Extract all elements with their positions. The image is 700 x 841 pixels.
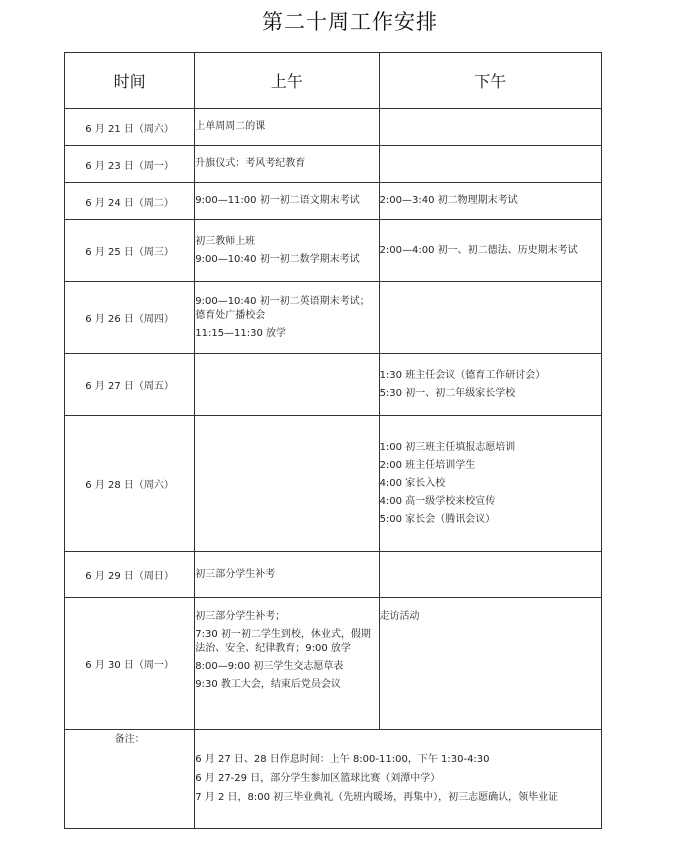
notes-content: [195, 730, 602, 829]
row-am-cell: [195, 552, 379, 598]
pm-entry: 2:00—3:40 初二物理期末考试: [379, 195, 518, 206]
row-am-cell: [195, 598, 379, 730]
am-entry: 8:00—9:00 初三学生交志愿草表: [195, 661, 344, 672]
schedule-row: [65, 416, 602, 552]
notes-label: 备注：: [65, 730, 195, 829]
pm-entry: 4:00 高一级学校来校宣传: [379, 495, 496, 507]
am-entry: 上单周周二的课: [195, 121, 266, 132]
row-am-cell: [195, 220, 379, 282]
note-line: 7 月 2 日，8:00 初三毕业典礼（先班内暖场，再集中），初三志愿确认，领毕业证: [195, 792, 559, 803]
am-entry: 升旗仪式：考风考纪教育: [195, 158, 306, 169]
row-pm-cell: [379, 146, 601, 183]
schedule-row: [65, 354, 602, 416]
schedule-row: [65, 552, 602, 598]
row-date: 6 月 24 日（周二）: [65, 183, 195, 220]
row-pm-cell: [379, 354, 601, 416]
am-entry: 初三教师上班: [195, 235, 256, 247]
schedule-row: [65, 109, 602, 146]
pm-entry: 1:00 初三班主任填报志愿培训: [379, 441, 516, 453]
schedule-row: [65, 146, 602, 183]
am-entry: 初三部分学生补考；: [195, 611, 286, 622]
pm-entry: 5:00 家长会（腾讯会议）: [379, 513, 496, 525]
pm-entry: 2:00—4:00 初一、初二德法、历史期末考试: [379, 244, 578, 256]
row-am-cell: [195, 282, 379, 354]
schedule-row: [65, 220, 602, 282]
header-row: [65, 53, 602, 109]
page-title: 第二十周工作安排: [262, 10, 438, 34]
schedule-row: [65, 183, 602, 220]
row-date: 6 月 25 日（周三）: [65, 220, 195, 282]
row-am-cell: [195, 183, 379, 220]
pm-entry: 2:00 班主任培训学生: [379, 459, 476, 471]
row-date: 6 月 21 日（周六）: [65, 109, 195, 146]
schedule-row: [65, 282, 602, 354]
row-date: 6 月 30 日（周一）: [65, 598, 195, 730]
note-line: 6 月 27-29 日，部分学生参加区篮球比赛（刘潭中学）: [195, 773, 441, 784]
row-pm-cell: [379, 220, 601, 282]
am-entry: 初三部分学生补考: [195, 568, 276, 580]
pm-entry: 1:30 班主任会议（德育工作研讨会）: [379, 369, 546, 381]
row-pm-cell: [379, 416, 601, 552]
header-time: 时间: [65, 53, 195, 109]
schedule-body: [65, 109, 602, 730]
row-date: 6 月 27 日（周五）: [65, 354, 195, 416]
am-entry: 9:00—11:00 初一初二语文期末考试: [195, 195, 360, 206]
schedule-row: [65, 598, 602, 730]
row-pm-cell: [379, 183, 601, 220]
row-am-cell: [195, 109, 379, 146]
row-pm-cell: [379, 598, 601, 730]
note-line: 6 月 27 日、28 日作息时间：上午 8:00-11:00，下午 1:30-4:30: [195, 754, 490, 765]
pm-entry: 5:30 初一、初二年级家长学校: [379, 387, 516, 399]
am-entry: 11:15—11:30 放学: [195, 327, 287, 339]
row-date: 6 月 28 日（周六）: [65, 416, 195, 552]
notes-row: [65, 730, 602, 829]
row-date: 6 月 26 日（周四）: [65, 282, 195, 354]
am-entry: 7:30 初一初二学生到校，休业式，假期法治、安全、纪律教育；9:00 放学: [195, 629, 371, 654]
row-am-cell: [195, 146, 379, 183]
row-date: 6 月 29 日（周日）: [65, 552, 195, 598]
schedule-table: [64, 52, 602, 829]
header-pm: 下午: [379, 53, 601, 109]
row-pm-cell: [379, 552, 601, 598]
row-date: 6 月 23 日（周一）: [65, 146, 195, 183]
pm-entry: 走访活动: [379, 611, 420, 622]
am-entry: 9:30 教工大会，结束后党员会议: [195, 679, 341, 690]
row-am-cell: [195, 354, 379, 416]
row-pm-cell: [379, 109, 601, 146]
row-pm-cell: [379, 282, 601, 354]
am-entry: 9:00—10:40 初一初二英语期末考试；德育处广播校会: [195, 295, 370, 321]
header-am: 上午: [195, 53, 379, 109]
pm-entry: 4:00 家长入校: [379, 477, 446, 489]
am-entry: 9:00—10:40 初一初二数学期末考试: [195, 253, 360, 265]
row-am-cell: [195, 416, 379, 552]
